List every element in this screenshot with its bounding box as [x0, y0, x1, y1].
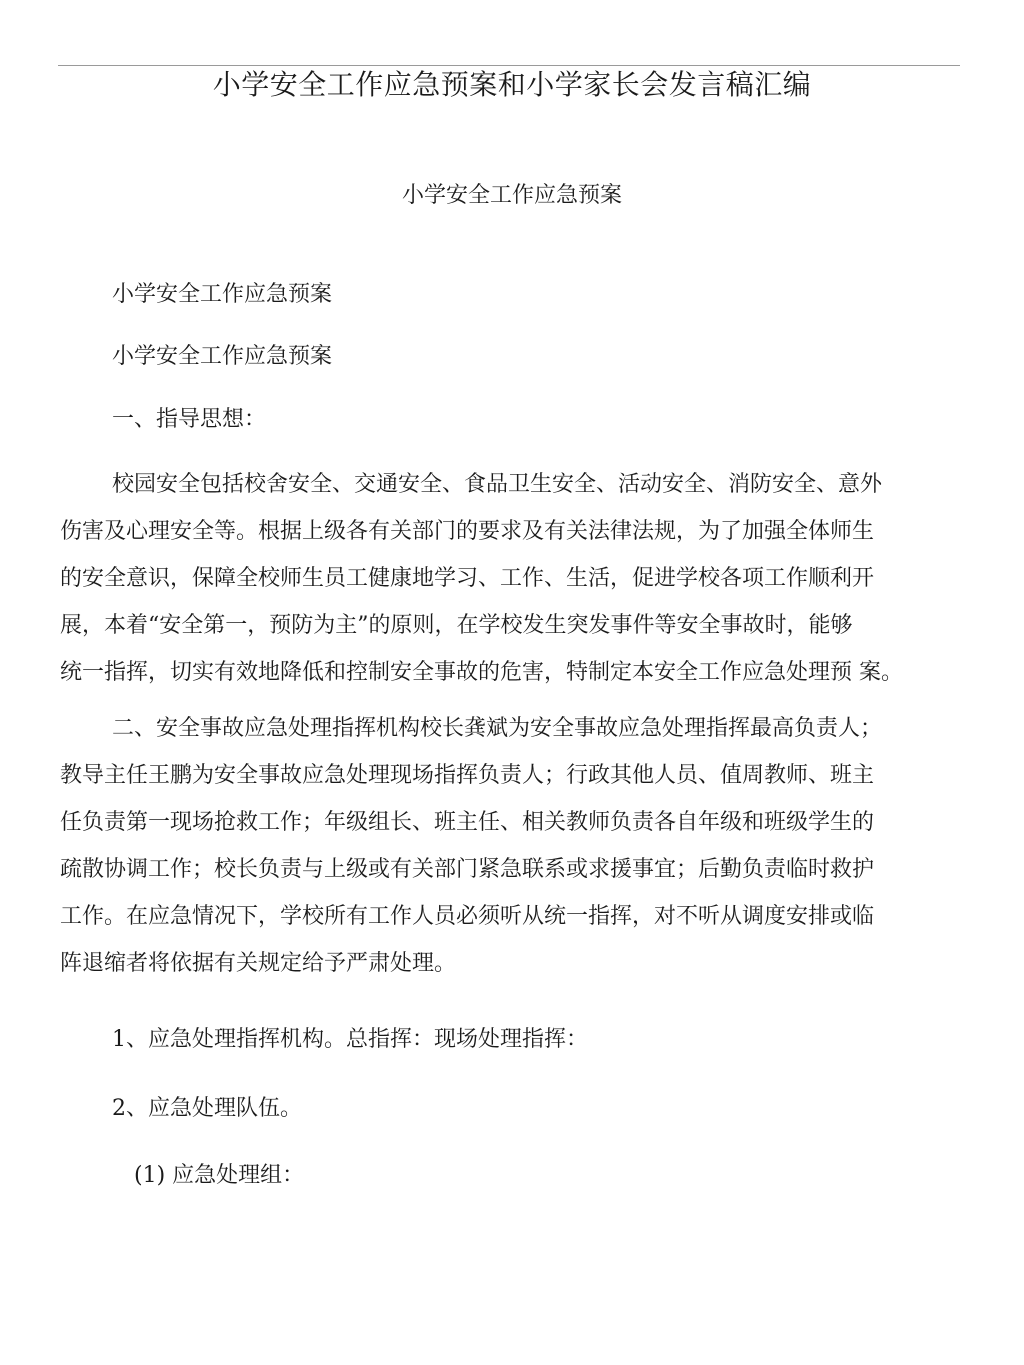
paragraph-line: 疏散协调工作；校长负责与上级或有关部门紧急联系或求援事宜；后勤负责临时救护	[60, 857, 875, 882]
paragraph-line: 伤害及心理安全等。根据上级各有关部门的要求及有关法律法规，为了加强全体师生	[60, 519, 875, 544]
paragraph-line: 教导主任王鹏为安全事故应急处理现场指挥负责人；行政其他人员、值周教师、班主	[60, 763, 875, 788]
paragraph-safety-scope	[60, 461, 950, 696]
paragraph-line: 二、安全事故应急处理指挥机构校长龚斌为安全事故应急处理指挥最高负责人；	[112, 716, 883, 741]
paragraph-line: 的安全意识，保障全校师生员工健康地学习、工作、生活，促进学校各项工作顺利开	[60, 566, 875, 591]
subtitle-line-2: 小学安全工作应急预案	[112, 344, 333, 369]
document-title: 小学安全工作应急预案和小学家长会发言稿汇编	[212, 68, 812, 101]
heading-guiding-thought: 一、指导思想：	[112, 407, 267, 432]
paragraph-line: 校园安全包括校舍安全、交通安全、食品卫生安全、活动安全、消防安全、意外	[112, 472, 883, 497]
subtitle-line-1: 小学安全工作应急预案	[112, 282, 333, 307]
paragraph-line: 阵退缩者将依据有关规定给予严肃处理。	[60, 951, 457, 976]
paragraph-command-structure	[60, 705, 950, 987]
paragraph-line: 工作。在应急情况下，学校所有工作人员必须听从统一指挥，对不听从调度安排或临	[60, 904, 875, 929]
paragraph-line: 统一指挥，切实有效地降低和控制安全事故的危害，特制定本安全工作应急处理预 案。	[60, 660, 903, 685]
item-response-group: (1) 应急处理组：	[134, 1163, 305, 1188]
item-response-team: 2、应急处理队伍。	[112, 1096, 302, 1121]
section-title: 小学安全工作应急预案	[401, 183, 622, 208]
paragraph-line: 任负责第一现场抢救工作；年级组长、班主任、相关教师负责各自年级和班级学生的	[60, 810, 875, 835]
paragraph-line: 展，本着“安全第一，预防为主”的原则，在学校发生突发事件等安全事故时，能够	[60, 613, 853, 638]
item-command-structure: 1、应急处理指挥机构。总指挥：现场处理指挥：	[112, 1027, 588, 1052]
